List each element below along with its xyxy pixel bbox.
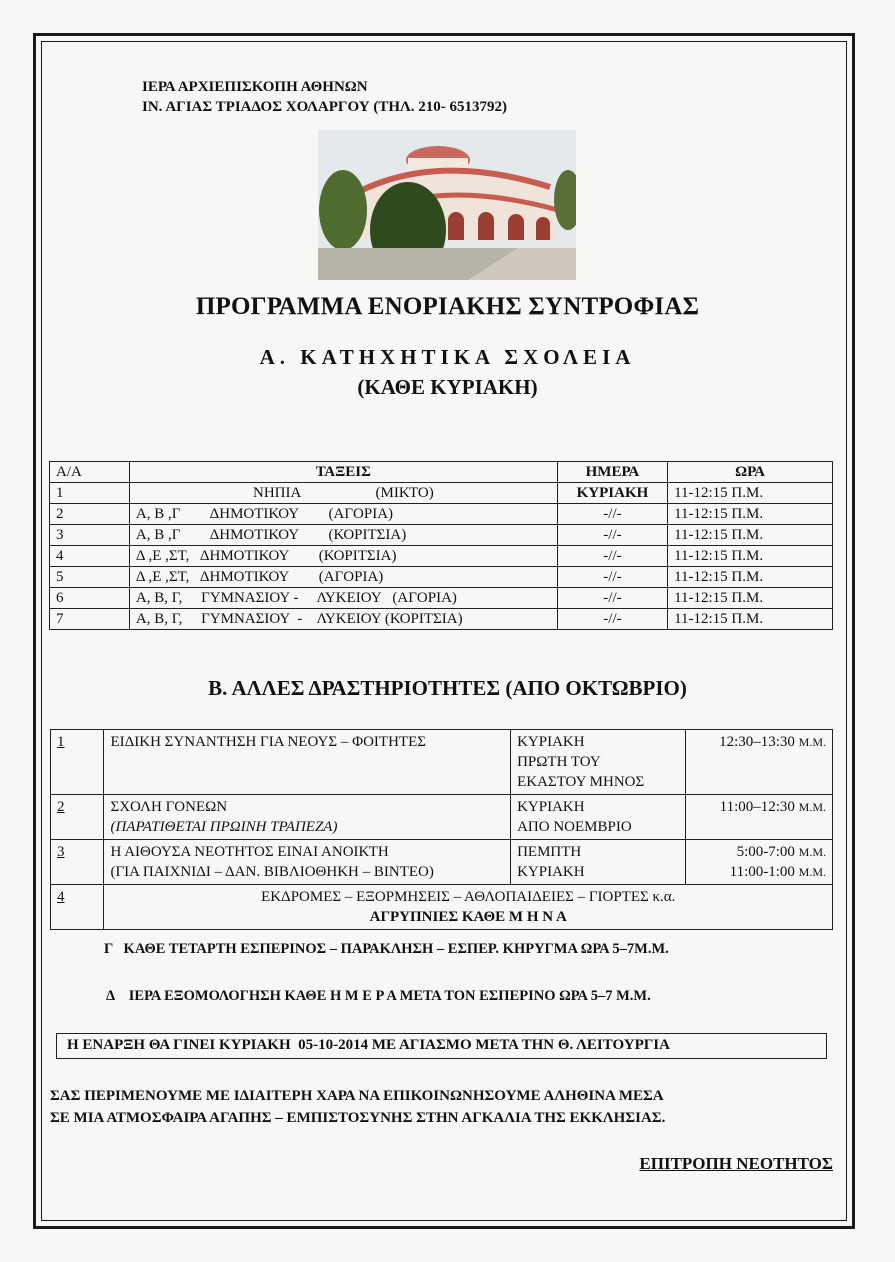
row-number: 7 [50, 609, 130, 630]
time-unit: Μ.Μ. [798, 800, 826, 814]
row-description-line: ΕΚΔΡΟΜΕΣ – ΕΞΟΡΜΗΣΕΙΣ – ΑΘΛΟΠΑΙΔΕΙΕΣ – ΓΙΟΡΤΕΣ κ.α. [261, 889, 676, 905]
row-class: Δ ,Ε ,ΣΤ, ΔΗΜΟΤΙΚΟΥ (ΚΟΡΙΤΣΙΑ) [129, 546, 557, 567]
row-when-line: ΕΚΑΣΤΟΥ ΜΗΝΟΣ [517, 774, 645, 790]
row-number: 5 [50, 567, 130, 588]
table-row [51, 730, 833, 795]
row-number: 2 [51, 795, 104, 840]
header-classes: ΤΑΞΕΙΣ [129, 462, 557, 483]
row-day: -//- [557, 546, 667, 567]
time-unit: Μ.Μ. [798, 845, 826, 859]
row-class: ΝΗΠΙΑ (ΜΙΚΤΟ) [129, 483, 557, 504]
row-when-line: ΚΥΡΙΑΚΗ [517, 799, 585, 815]
section-a-subtitle: (ΚΑΘΕ ΚΥΡΙΑΚΗ) [357, 375, 538, 399]
row-day: -//- [557, 609, 667, 630]
row-when-line: ΑΠΟ ΝΟΕΜΒΡΙΟ [517, 819, 632, 835]
time-unit: Μ.Μ. [798, 865, 826, 879]
table-row [50, 504, 833, 525]
row-day: -//- [557, 504, 667, 525]
row-description-note: (ΓΙΑ ΠΑΙΧΝΙΔΙ – ΔΑΝ. ΒΙΒΛΙΟΘΗΚΗ – ΒΙΝΤΕΟ) [110, 864, 434, 880]
header-aa: Α/Α [50, 462, 130, 483]
vespers-line: Γ ΚΑΘΕ ΤΕΤΑΡΤΗ ΕΣΠΕΡΙΝΟΣ – ΠΑΡΑΚΛΗΣΗ – ΕΣΠΕΡ. ΚΗΡΥΓΜΑ ΩΡΑ 5–7Μ.Μ. [104, 941, 669, 957]
closing-message [50, 1085, 665, 1129]
table-row [50, 483, 833, 504]
row-time [685, 795, 832, 840]
row-when-line: ΠΡΩΤΗ ΤΟΥ [517, 754, 601, 770]
table-header-row [50, 462, 833, 483]
row-number: 1 [50, 483, 130, 504]
time-value: 11:00–12:30 [719, 799, 795, 815]
time-value: 12:30–13:30 [719, 734, 795, 750]
table-row [50, 546, 833, 567]
row-description-line: Η ΑΙΘΟΥΣΑ ΝΕΟΤΗΤΟΣ ΕΙΝΑΙ ΑΝΟΙΚΤΗ [110, 844, 389, 860]
row-description [104, 885, 833, 930]
start-note-box: Η ΕΝΑΡΞΗ ΘΑ ΓΙΝΕΙ ΚΥΡΙΑΚΗ 05-10-2014 ΜΕ ΑΓΙΑΣΜΟ ΜΕΤΑ ΤΗΝ Θ. ΛΕΙΤΟΥΡΓΙΑ [56, 1033, 827, 1059]
row-description-line: ΣΧΟΛΗ ΓΟΝΕΩΝ [110, 799, 228, 815]
row-description-note: ΑΓΡΥΠΝΙΕΣ ΚΑΘΕ Μ Η Ν Α [369, 909, 567, 925]
row-description-note: (ΠΑΡΑΤΙΘΕΤΑΙ ΠΡΩΙΝΗ ΤΡΑΠΕΖΑ) [110, 819, 338, 835]
row-class: Α, Β ,Γ ΔΗΜΟΤΙΚΟΥ (ΚΟΡΙΤΣΙΑ) [129, 525, 557, 546]
row-time: 11-12:15 Π.Μ. [668, 588, 833, 609]
row-description [104, 795, 511, 840]
table-row [51, 885, 833, 930]
table-row [51, 840, 833, 885]
row-when-line: ΠΕΜΠΤΗ [517, 844, 582, 860]
row-time-line [692, 732, 826, 752]
closing-line: ΣΑΣ ΠΕΡΙΜΕΝΟΥΜΕ ΜΕ ΙΔΙΑΙΤΕΡΗ ΧΑΡΑ ΝΑ ΕΠΙΚΟΙΝΩΝΗΣΟΥΜΕ ΑΛΗΘΙΝΑ ΜΕΣΑ [50, 1088, 664, 1104]
row-time: 11-12:15 Π.Μ. [668, 483, 833, 504]
table-row [51, 795, 833, 840]
time-value: 5:00-7:00 [736, 844, 795, 860]
row-class: Α, Β ,Γ ΔΗΜΟΤΙΚΟΥ (ΑΓΟΡΙΑ) [129, 504, 557, 525]
header-day: ΗΜΕΡΑ [557, 462, 667, 483]
row-description-line: ΕΙΔΙΚΗ ΣΥΝΑΝΤΗΣΗ ΓΙΑ ΝΕΟΥΣ – ΦΟΙΤΗΤΕΣ [110, 734, 426, 750]
row-time [685, 730, 832, 795]
signature: ΕΠΙΤΡΟΠΗ ΝΕΟΤΗΤΟΣ [639, 1154, 833, 1173]
row-time-line [692, 862, 826, 882]
confession-line: Δ ΙΕΡΑ ΕΞΟΜΟΛΟΓΗΣΗ ΚΑΘΕ Η Μ Ε Ρ Α ΜΕΤΑ ΤΟΝ ΕΣΠΕΡΙΝΟ ΩΡΑ 5–7 Μ.Μ. [106, 988, 651, 1004]
row-day: ΚΥΡΙΑΚΗ [557, 483, 667, 504]
section-b-title: Β. ΑΛΛΕΣ ΔΡΑΣΤΗΡΙΟΤΗΤΕΣ (ΑΠΟ ΟΚΤΩΒΡΙΟ) [208, 676, 687, 700]
church-photo [318, 130, 576, 280]
catechism-table [49, 461, 833, 630]
header-archdiocese: ΙΕΡΑ ΑΡΧΙΕΠΙΣΚΟΠΗ ΑΘΗΝΩΝ [142, 79, 368, 95]
row-day: -//- [557, 525, 667, 546]
row-number: 1 [51, 730, 104, 795]
page-title: ΠΡΟΓΡΑΜΜΑ ΕΝΟΡΙΑΚΗΣ ΣΥΝΤΡΟΦΙΑΣ [195, 293, 700, 320]
header-parish: ΙΝ. ΑΓΙΑΣ ΤΡΙΑΔΟΣ ΧΟΛΑΡΓΟΥ (ΤΗΛ. 210- 6513792) [142, 99, 507, 115]
section-a-title: Α. ΚΑΤΗΧΗΤΙΚΑ ΣΧΟΛΕΙΑ [259, 345, 636, 369]
row-when-line: ΚΥΡΙΑΚΗ [517, 734, 585, 750]
activities-table [50, 729, 833, 930]
row-when [511, 840, 686, 885]
row-number: 4 [50, 546, 130, 567]
closing-line: ΣΕ ΜΙΑ ΑΤΜΟΣΦΑΙΡΑ ΑΓΑΠΗΣ – ΕΜΠΙΣΤΟΣΥΝΗΣ ΣΤΗΝ ΑΓΚΑΛΙΑ ΤΗΣ ΕΚΚΛΗΣΙΑΣ. [50, 1110, 666, 1126]
row-day: -//- [557, 588, 667, 609]
header-time: ΩΡΑ [668, 462, 833, 483]
time-unit: Μ.Μ. [798, 735, 826, 749]
time-value: 11:00-1:00 [729, 864, 795, 880]
row-number: 2 [50, 504, 130, 525]
table-row [50, 525, 833, 546]
row-class: Α, Β, Γ, ΓΥΜΝΑΣΙΟΥ - ΛΥΚΕΙΟΥ (ΚΟΡΙΤΣΙΑ) [129, 609, 557, 630]
row-time [685, 840, 832, 885]
table-row [50, 588, 833, 609]
row-day: -//- [557, 567, 667, 588]
row-time: 11-12:15 Π.Μ. [668, 567, 833, 588]
row-time: 11-12:15 Π.Μ. [668, 546, 833, 567]
row-number: 3 [50, 525, 130, 546]
row-time-line [692, 842, 826, 862]
row-number: 3 [51, 840, 104, 885]
row-class: Α, Β, Γ, ΓΥΜΝΑΣΙΟΥ - ΛΥΚΕΙΟΥ (ΑΓΟΡΙΑ) [129, 588, 557, 609]
row-time: 11-12:15 Π.Μ. [668, 525, 833, 546]
row-description [104, 730, 511, 795]
row-class: Δ ,Ε ,ΣΤ, ΔΗΜΟΤΙΚΟΥ (ΑΓΟΡΙΑ) [129, 567, 557, 588]
row-time: 11-12:15 Π.Μ. [668, 504, 833, 525]
row-time-line [692, 797, 826, 817]
table-row [50, 567, 833, 588]
row-when-line: ΚΥΡΙΑΚΗ [517, 864, 585, 880]
row-when [511, 795, 686, 840]
row-description [104, 840, 511, 885]
row-number: 4 [51, 885, 104, 930]
row-number: 6 [50, 588, 130, 609]
row-when [511, 730, 686, 795]
row-time: 11-12:15 Π.Μ. [668, 609, 833, 630]
table-row [50, 609, 833, 630]
